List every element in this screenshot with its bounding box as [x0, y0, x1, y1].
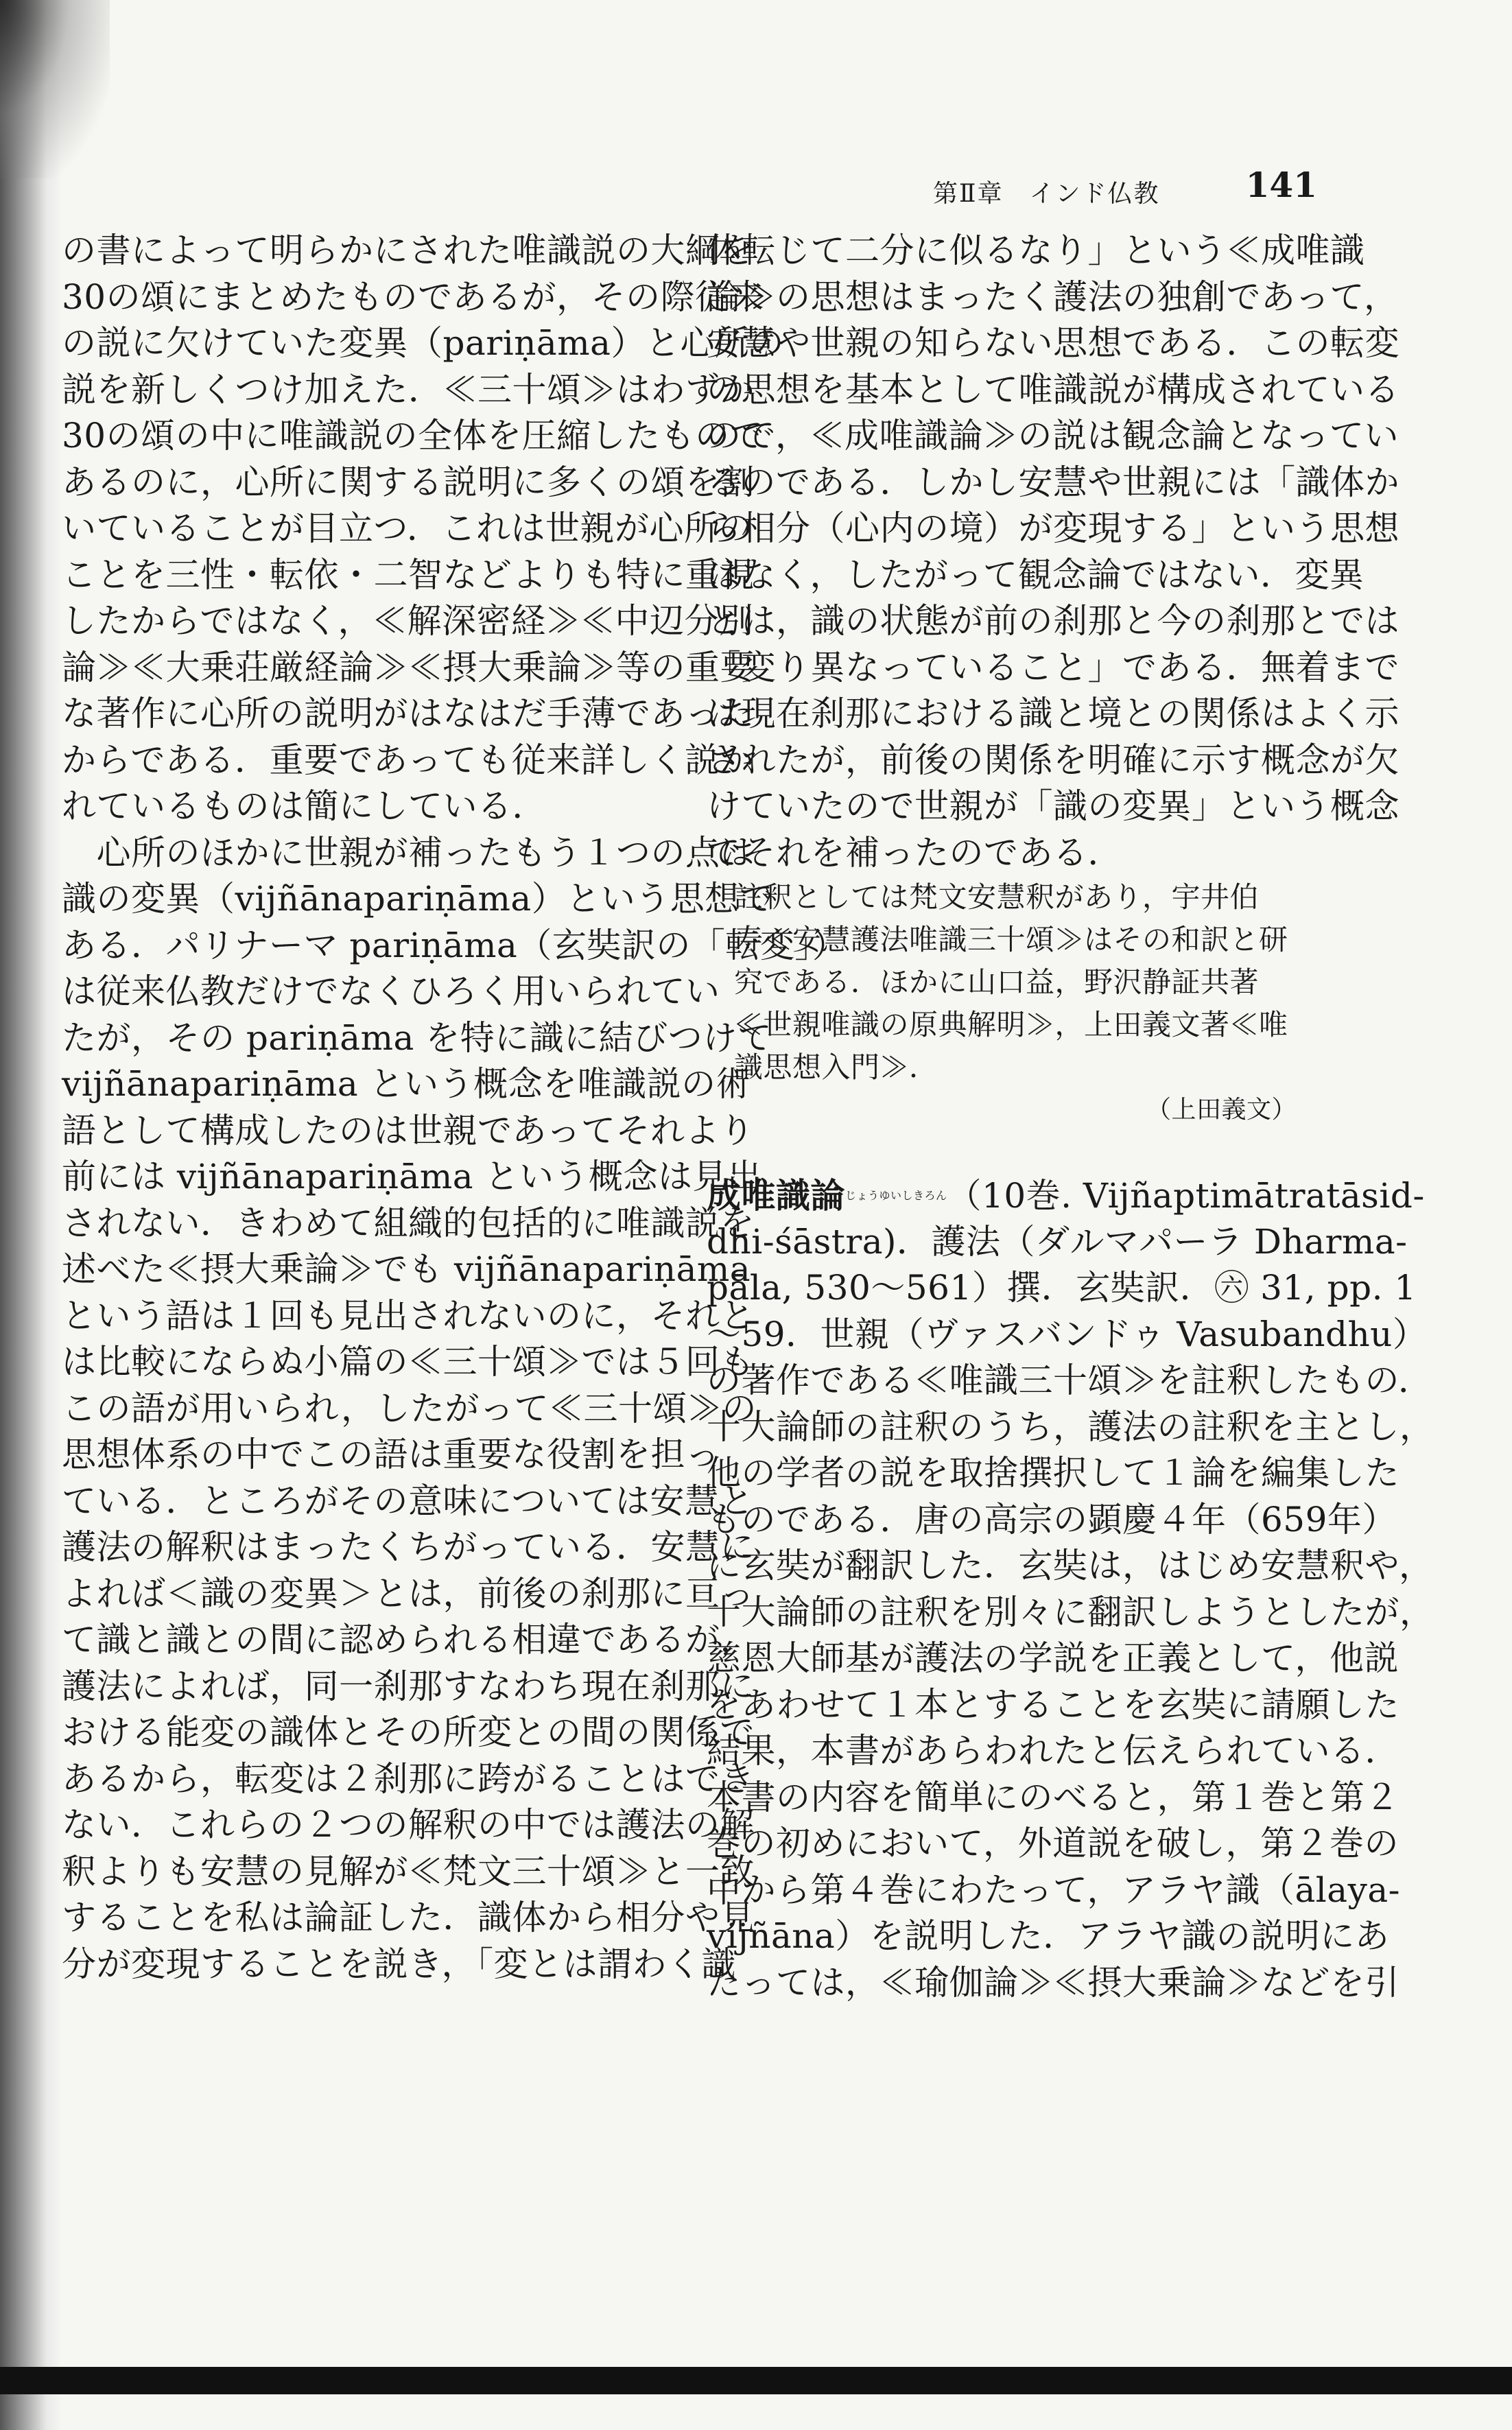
paragraph-gap [707, 1131, 1310, 1172]
text-line: ことを三性・転依・二智などよりも特に重視 [62, 554, 755, 595]
entry-first-line [707, 1172, 1425, 1219]
text-line: でそれを補ったのである． [707, 832, 1122, 873]
scan-bottom-bar [0, 2367, 1512, 2394]
text-line: ある．パリナーマ pariṇāma（玄奘訳の「転変」） [62, 925, 847, 965]
text-line: 巻の初めにおいて，外道説を破し，第２巻の [707, 1824, 1399, 1863]
text-line: 「変り異なっていること」である．無着まで [707, 647, 1399, 687]
text-line: ている．ところがその意味については安慧と [62, 1481, 754, 1521]
text-line: 護法によれば，同一刹那すなわち現在刹那に [62, 1666, 755, 1706]
text-line: は従来仏教だけでなくひろく用いられてい [62, 971, 720, 1011]
text-line: は現在刹那における識と境との関係はよく示 [707, 694, 1399, 733]
entry-line-text: （10巻. Vijñaptimātratāsid- [947, 1176, 1425, 1216]
text-line: れているものは簡にしている． [62, 786, 547, 826]
text-line: 体転じて二分に似るなり」という≪成唯識 [707, 231, 1365, 270]
text-line: の書によって明らかにされた唯識説の大綱を [62, 231, 755, 270]
text-line: からである．重要であっても従来詳しく説か [62, 740, 754, 780]
text-line: ら相分（心内の境）が変現する」という思想 [707, 508, 1399, 548]
text-line: の説に欠けていた変異（pariṇāma）と心所の [62, 323, 784, 363]
text-line: 他の学者の説を取捨撰択して１論を編集した [707, 1453, 1399, 1493]
text-line: て識と識との間に認められる相違であるが， [62, 1620, 755, 1660]
text-line: という語は１回も見出されないのに，それと [62, 1295, 755, 1336]
text-line: をあわせて１本とすることを玄奘に請願した [707, 1684, 1399, 1725]
text-line: vijñāna）を説明した．アラヤ識の説明にあ [707, 1916, 1390, 1956]
note-line: 究である．ほかに山口益，野沢静証共著 [734, 965, 1260, 999]
text-line: pāla, 530～561）撰．玄奘訳．㊅ 31, pp. 1 [707, 1268, 1417, 1308]
text-line: 論≫の思想はまったく護法の独創であって， [707, 276, 1399, 317]
text-line: 慈恩大師基が護法の学説を正義として，他説 [707, 1638, 1399, 1678]
text-line: 安慧や世親の知らない思想である．この転変 [707, 323, 1399, 363]
chapter-title: 第Ⅱ章 インド仏教 [933, 180, 1160, 208]
text-line: な著作に心所の説明がはなはだ手薄であった [62, 694, 755, 733]
note-author: （上田義文） [1146, 1096, 1297, 1124]
text-line: dhi-śāstra)．護法（ダルマパーラ Dharma- [707, 1221, 1408, 1262]
text-line: vijñānapariṇāma という概念を唯識説の術 [62, 1064, 751, 1104]
text-line: るのである．しかし安慧や世親には「識体か [707, 462, 1399, 502]
text-line: 中から第４巻にわたって，アラヤ識（ālaya- [707, 1869, 1401, 1910]
text-line: 釈よりも安慧の見解が≪梵文三十頌≫と一致 [62, 1851, 755, 1891]
text-line: したからではなく，≪解深密経≫≪中辺分別 [62, 601, 754, 641]
entry-title: 成唯識論 [707, 1175, 845, 1216]
text-line: は比較にならぬ小篇の≪三十頌≫では５回も [62, 1342, 755, 1382]
corner-shadow [0, 0, 110, 178]
text-line: することを私は論証した．識体から相分や見 [62, 1898, 755, 1937]
text-line: おける能変の識体とその所変との間の関係で [62, 1712, 755, 1752]
page-edge-shadow [0, 0, 62, 2430]
right-column [707, 228, 1434, 2006]
note-line: 註釈としては梵文安慧釈があり，宇井伯 [734, 880, 1260, 914]
text-line: 述べた≪摂大乗論≫でも vijñānapariṇāma [62, 1249, 751, 1289]
text-line: 本書の内容を簡単にのべると，第１巻と第２ [707, 1777, 1399, 1817]
page-number: 141 [1245, 165, 1317, 205]
text-line: よれば＜識の変異＞とは，前後の刹那に亘っ [62, 1573, 755, 1614]
text-line: に玄奘が翻訳した．玄奘は，はじめ安慧釈や， [707, 1546, 1434, 1585]
text-line: の思想を基本として唯識説が構成されている [707, 369, 1399, 410]
text-line: 論≫≪大乗荘厳経論≫≪摂大乗論≫等の重要 [62, 647, 755, 687]
text-line: ものである．唐の高宗の顕慶４年（659年） [707, 1499, 1397, 1540]
text-line: あるから，転変は２刹那に跨がることはでき [62, 1758, 755, 1799]
text-line: 十大論師の註釈のうち，護法の註釈を主とし， [707, 1406, 1434, 1447]
text-line: 結果，本書があらわれたと伝えられている． [707, 1731, 1399, 1771]
text-line: ので，≪成唯識論≫の説は観念論となってい [707, 416, 1399, 456]
text-line: 護法の解釈はまったくちがっている．安慧に [62, 1527, 755, 1567]
text-line: されない．きわめて組織的包括的に唯識説を [62, 1203, 755, 1243]
running-header [933, 165, 1317, 213]
text-line: たっては，≪瑜伽論≫≪摂大乗論≫などを引 [707, 1962, 1399, 2003]
text-line: ない．これらの２つの解釈の中では護法の解 [62, 1805, 755, 1845]
text-line: 分が変現することを説き，「変とは謂わく識 [62, 1944, 736, 1984]
text-line: 心所のほかに世親が補ったもう１つの点は [62, 832, 755, 873]
text-line: とは，識の状態が前の刹那と今の刹那とでは [707, 601, 1399, 641]
note-line: 寿≪安慧護法唯識三十頌≫はその和訳と研 [734, 923, 1288, 956]
text-line: 30の頌の中に唯識説の全体を圧縮したもので [62, 416, 765, 456]
note-line: 識思想入門≫． [734, 1050, 938, 1084]
text-line: されたが，前後の関係を明確に示す概念が欠 [707, 740, 1399, 780]
text-line: けていたので世親が「識の変異」という概念 [707, 786, 1399, 826]
text-line: 識の変異（vijñānapariṇāma）という思想で [62, 879, 775, 919]
text-line: はなく，したがって観念論ではない．変異 [707, 554, 1365, 595]
text-line: あるのに，心所に関する説明に多くの頌を割 [62, 462, 755, 502]
text-line: いていることが目立つ．これは世親が心所の [62, 508, 753, 548]
text-line: 十大論師の註釈を別々に翻訳しようとしたが， [707, 1592, 1434, 1632]
text-line: 前には vijñānapariṇāma という概念は見出 [62, 1157, 762, 1196]
text-line: 説を新しくつけ加えた．≪三十頌≫はわずか [62, 369, 755, 410]
text-line: ～59．世親（ヴァスバンドゥ Vasubandhu） [707, 1314, 1428, 1354]
text-line: 思想体系の中でこの語は重要な役割を担っ [62, 1435, 720, 1474]
text-line: 語として構成したのは世親であってそれより [62, 1110, 755, 1151]
text-line: たが，その pariṇāma を特に識に結びつけて [62, 1017, 772, 1058]
text-line: の著作である≪唯識三十頌≫を註釈したもの． [707, 1360, 1433, 1400]
text-line: 30の頌にまとめたものであるが，その際従来 [62, 276, 765, 317]
note-line: ≪世親唯識の原典解明≫，上田義文著≪唯 [734, 1008, 1288, 1041]
entry-ruby: じょうゆいしきろん [845, 1189, 947, 1202]
text-line: この語が用いられ，したがって≪三十頌≫の [62, 1388, 757, 1428]
